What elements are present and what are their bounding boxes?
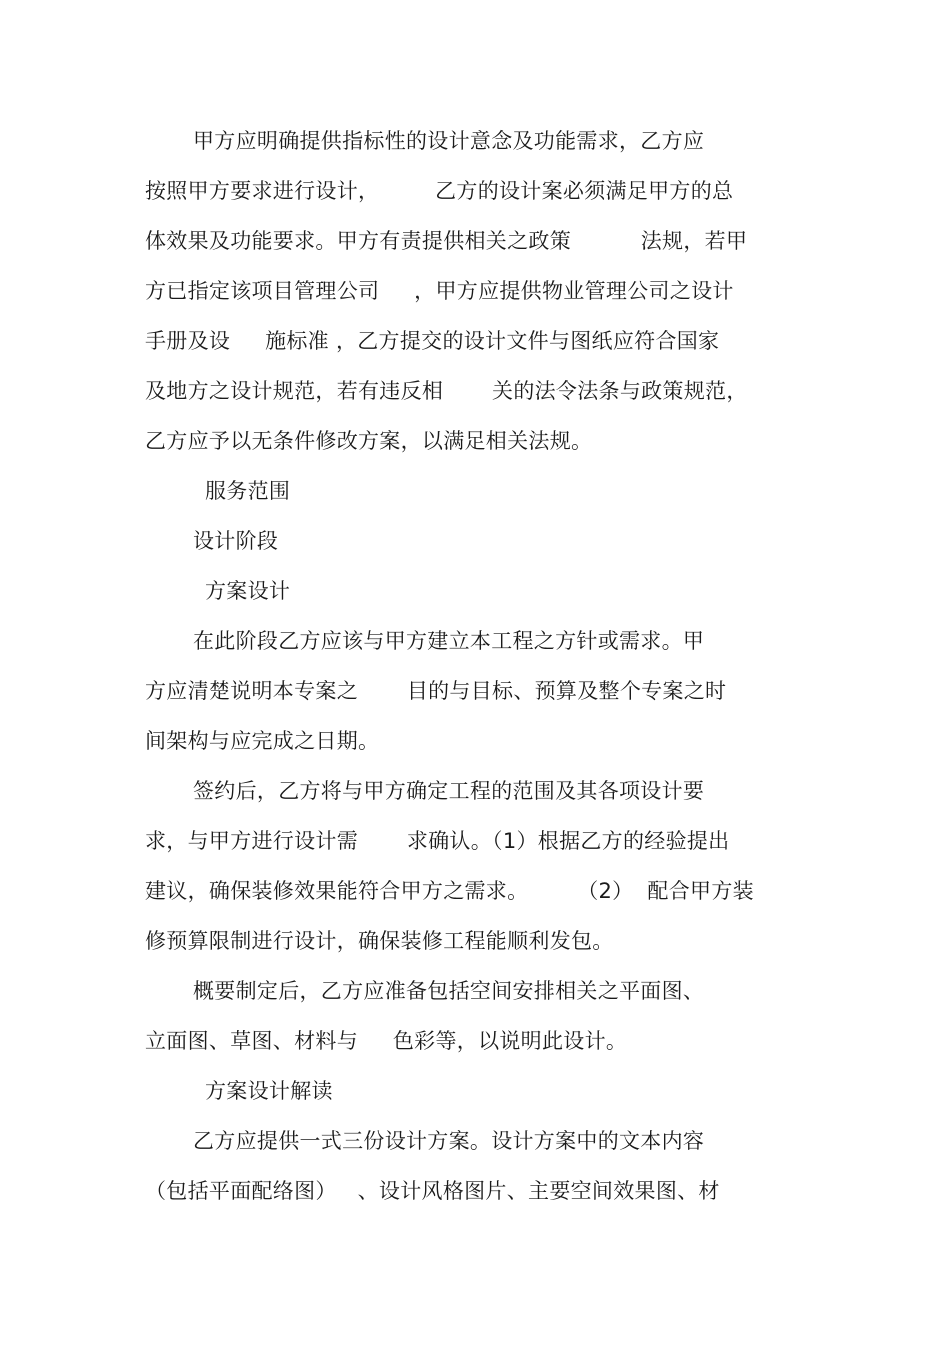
paragraph-line-13: 建议，确保装修效果能符合甲方之需求。 （2） 配合甲方装: [145, 879, 754, 903]
paragraph-line-18: （包括平面配络图） 、设计风格图片、主要空间效果图、材: [145, 1179, 720, 1203]
paragraph-line-3: 体效果及功能要求。甲方有责提供相关之政策 法规，若甲: [145, 229, 748, 253]
paragraph-line-17: 乙方应提供一式三份设计方案。设计方案中的文本内容: [193, 1129, 705, 1153]
paragraph-line-9: 方应清楚说明本专案之 目的与目标、预算及整个专案之时: [145, 679, 727, 703]
paragraph-line-7: 乙方应予以无条件修改方案，以满足相关法规。: [145, 429, 593, 453]
section-heading-design-phase: 设计阶段: [193, 529, 279, 553]
paragraph-line-10: 间架构与应完成之日期。: [145, 729, 380, 753]
paragraph-line-11: 签约后，乙方将与甲方确定工程的范围及其各项设计要: [193, 779, 705, 803]
section-heading-service-scope: 服务范围: [205, 479, 291, 503]
section-heading-scheme-interpretation: 方案设计解读: [205, 1079, 333, 1103]
paragraph-line-5: 手册及设 施标准 ，乙方提交的设计文件与图纸应符合国家: [145, 329, 720, 353]
paragraph-line-14: 修预算限制进行设计，确保装修工程能顺利发包。: [145, 929, 614, 953]
paragraph-line-15: 概要制定后，乙方应准备包括空间安排相关之平面图、: [193, 979, 705, 1003]
paragraph-line-4: 方已指定该项目管理公司 ，甲方应提供物业管理公司之设计: [145, 279, 734, 303]
section-heading-scheme-design: 方案设计: [205, 579, 291, 603]
paragraph-line-16: 立面图、草图、材料与 色彩等，以说明此设计。: [145, 1029, 628, 1053]
paragraph-line-6: 及地方之设计规范，若有违反相 关的法令法条与政策规范，: [145, 379, 748, 403]
paragraph-line-12: 求，与甲方进行设计需 求确认。（1）根据乙方的经验提出: [145, 829, 730, 853]
paragraph-line-1: 甲方应明确提供指标性的设计意念及功能需求，乙方应: [193, 129, 705, 153]
paragraph-line-2: 按照甲方要求进行设计， 乙方的设计案必须满足甲方的总: [145, 179, 734, 203]
paragraph-line-8: 在此阶段乙方应该与甲方建立本工程之方针或需求。甲: [193, 629, 705, 653]
